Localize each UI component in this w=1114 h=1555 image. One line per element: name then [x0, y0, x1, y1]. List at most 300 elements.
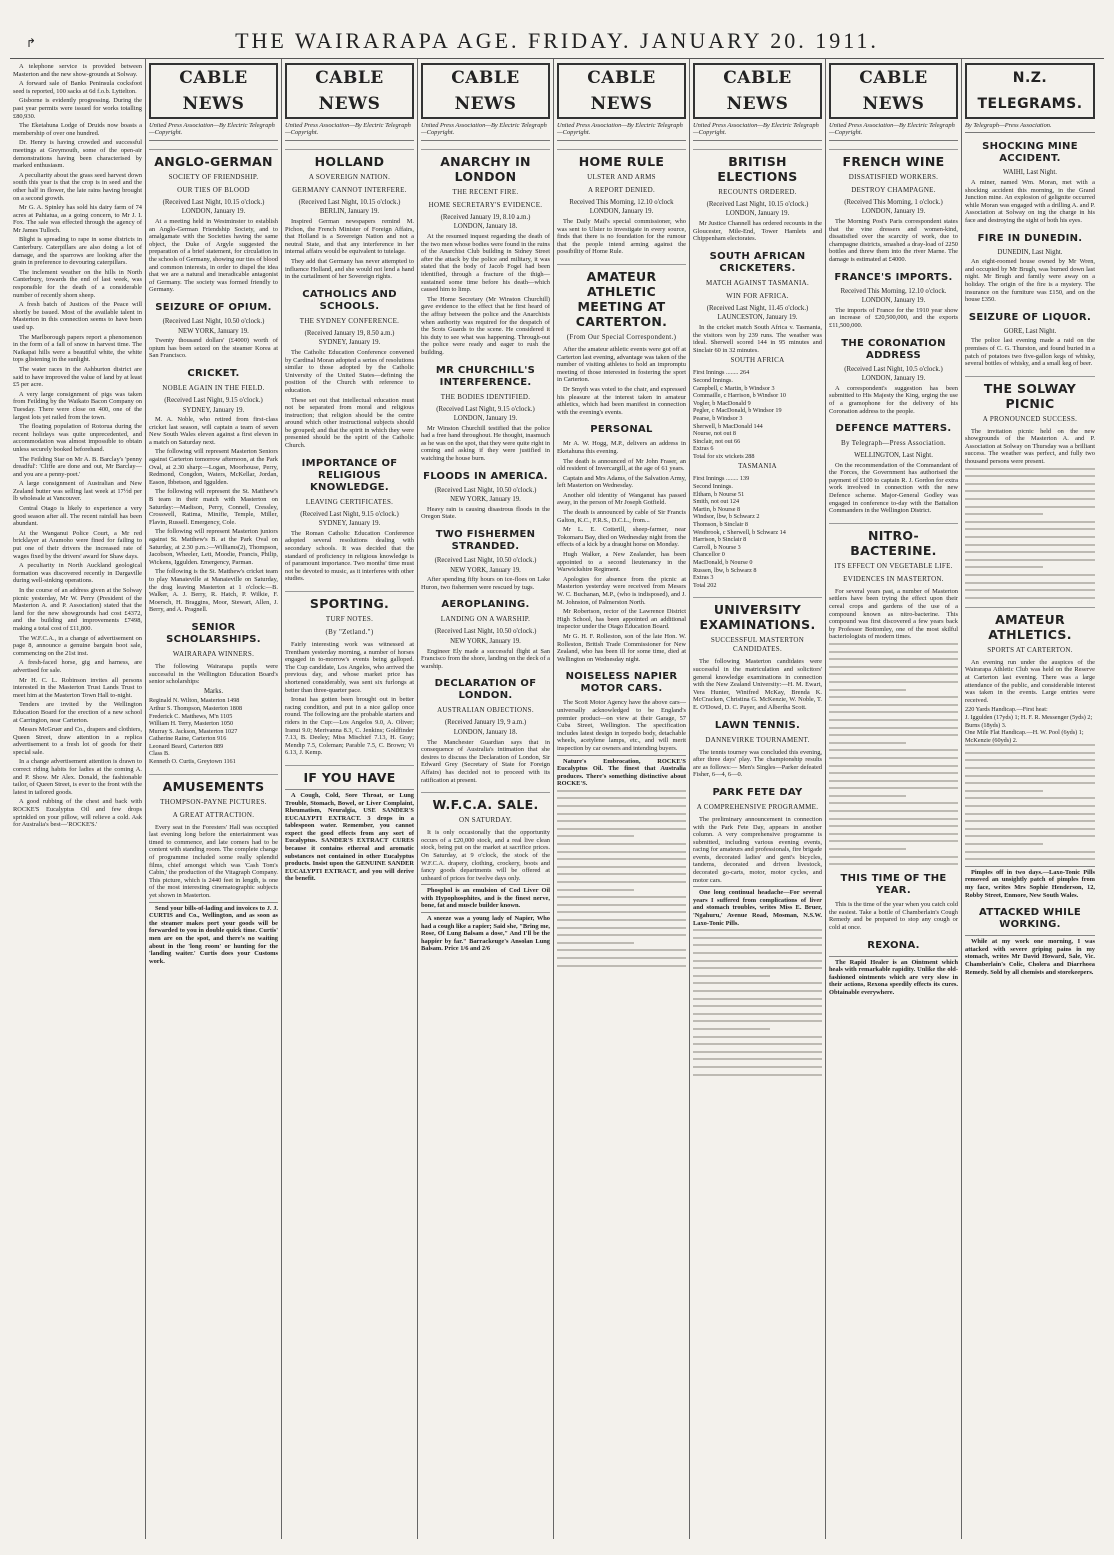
list-item: Class B.: [149, 750, 170, 758]
list-item: Smith, not out 124: [693, 498, 740, 506]
list-item: Catherine Raine, Carterton 916: [149, 735, 227, 743]
local-note: A peculiarity in North Auckland geological formation was discovered recently in Dargaville during well-sinking operations.: [13, 562, 142, 585]
list-item: Extras 6: [693, 445, 714, 453]
article-text: The death is announced by cable of Sir Francis Galton, K.C., F.R.S., D.C.L., from...: [557, 509, 686, 524]
subheading: RECOUNTS ORDERED.: [718, 187, 797, 196]
text-line: [965, 843, 1043, 845]
article-text: The following will represent the St. Matthew's B team in their match with Masterton on Saturday:—Madison, Perry, Connell, Cressley, Crosswell, Ratima, Minifie, Temple, Miller, Flavin, Russell. Emergency, Cole.: [149, 488, 278, 526]
text-line: [557, 873, 686, 875]
article-text: An evening run under the auspices of the Wairarapa Athletic Club was held on the Reserve at Carterton last evening. There was a large attendance of the public, and considerable interest was taken in the events. Large entries were received.: [965, 658, 1095, 704]
headline: IMPORTANCE OF RELIGIOUS KNOWLEDGE.: [301, 457, 398, 493]
list-item: Second Innings.: [693, 483, 733, 491]
list-item: Pearse, b Windsor 3: [693, 414, 743, 422]
headline: CATHOLICS AND SCHOOLS.: [302, 288, 397, 312]
text-line: [965, 544, 1095, 546]
article-text: Mr L. E. Cotterill, sheep-farmer, near Tokomaru Bay, died on Wednesday night from the effects of a kick by a draught horse on Monday.: [557, 526, 686, 549]
headline: REXONA.: [867, 939, 920, 951]
article-text: For several years past, a number of Masterton settlers have been trying the effect upon their cereal crops and gardens of the use of a compound known as nitro-bacterine. This compound was first discovered a few years back by Professor Bottomley, one of the most skilful bacteriologists of modern times.: [829, 587, 958, 641]
text-line: [557, 965, 686, 967]
local-note: A forward sale of Banks Peninsula cocksfoot seed is reported, 100 sacks at 6d f.o.b. Lyttelton.: [13, 80, 142, 95]
text-line: [829, 757, 958, 759]
article-text: Mr Winston Churchill testified that the police had a free hand throughout. He thought, inasmuch as he was on the spot, that they were quite right in coming and asking if they were justified in watching the house burn.: [421, 424, 550, 463]
text-line: [829, 704, 958, 706]
text-line: [965, 589, 1095, 591]
text-line: [829, 825, 958, 827]
text-line: [829, 681, 958, 683]
list-item: Windsor, lbw, b Schwarz 2: [693, 513, 760, 521]
headline: MR CHURCHILL'S INTERFERENCE.: [435, 364, 536, 388]
article-text: Captain and Mrs Adams, of the Salvation Army, left Masterton on Wednesday.: [557, 474, 686, 490]
subheading: TURF NOTES.: [325, 615, 374, 623]
headline: UNIVERSITY EXAMINATIONS.: [693, 597, 822, 632]
text-line: [557, 957, 686, 959]
list-item: Westbrook, c Sherwell, b Schwarz 14: [693, 528, 786, 536]
subheading: By Telegraph—Press Association.: [841, 439, 946, 448]
text-line: [693, 937, 822, 939]
subheading: LEAVING CERTIFICATES.: [305, 497, 394, 506]
headline: FRANCE'S IMPORTS.: [834, 271, 953, 283]
article-text: On the recommendation of the Commandant of the Forces, the Government has authorised the payment of £100 to captain R. J. Gordon for extra work involved in connection with the new Defence scheme. Major-General Godley was engaged in conference to-day with the Battalion Commanders in the Wellington District.: [829, 461, 958, 515]
masthead: [10, 6, 1104, 59]
advertisement: While at my work one morning, I was attacked with severe griping pains in my stomach, writes Mr David Howard, Sale, Vic. Chamberlain's Colic, Cholera and Diarrhoea Remedy. Sold by all chemists and storekeepers.: [965, 935, 1095, 976]
article-text: Twenty thousand dollars' (£4000) worth of opium has been seized on the steamer Korea at San Francisco.: [149, 337, 278, 360]
received-line: Received This Morning, 12.10 o'clock.: [840, 287, 947, 295]
list-item: Commaille, c Harrison, b Windsor 10: [693, 392, 786, 400]
text-line: [693, 982, 822, 984]
text-line: [829, 689, 906, 691]
text-line: [965, 775, 1095, 777]
article-text: Fairly interesting work was witnessed at Trentham yesterday morning, a number of horses engaged in to-morrow's events being galloped. The Cup candidate, Los Angelos, who arrived the previous day, and whose market price has shortened considerably, was sent six furlongs at better than three-quarter pace.: [285, 641, 414, 694]
article-text: After the amateur athletic events were got off at Carterton last evening, advantage was taken of the number of visiting athletes to hold an impromptu meeting of those interested in fostering the sport in Carterton.: [557, 345, 686, 384]
text-line: [693, 952, 822, 954]
text-line: [829, 765, 958, 767]
local-note: The W.F.C.A., in a change of advertisement on page 8, announce a genuine bargain boot sale, commencing on the 21st inst.: [13, 634, 142, 657]
text-line: [829, 833, 958, 835]
local-note: Messrs McGruer and Co., drapers and clothiers, Queen Street, draw attention in a replica advertisement to a fresh lot of goods for their special sale.: [13, 726, 142, 756]
article-text: The imports of France for the 1910 year show an increase of £20,500,000, and the exports £11,500,000.: [829, 306, 958, 329]
text-line: [829, 802, 958, 804]
local-note: In the course of an address given at the Solway picnic yesterday, Mr W. Perry (President of the Masterton A. and P. Association) stated that the land for the new showgrounds had cost £4372, and the building and improvements £7498, making a total cost of £11,800.: [13, 587, 142, 632]
corner-mark: ↱: [26, 36, 40, 50]
text-lines: [693, 929, 822, 1075]
headline: IF YOU HAVE: [285, 765, 414, 785]
kicker: A REPORT DENIED.: [587, 185, 656, 194]
text-line: [965, 805, 1095, 807]
list-item: Martin, b Nourse 8: [693, 505, 741, 513]
text-line: [829, 666, 958, 668]
list-item: Leonard Beard, Carterton 889: [149, 742, 224, 750]
received-line: (Received Last Night, 11.45 o'clock.): [706, 304, 809, 312]
text-line: [829, 863, 958, 865]
subheading: (From Our Special Correspondent.): [566, 332, 677, 341]
text-line: [557, 881, 686, 883]
text-line: [557, 911, 686, 913]
text-line: [965, 536, 1095, 538]
text-line: [965, 551, 1095, 553]
advertisement: Send your bills-of-lading and invoices to J. J. CURTIS and Co., Wellington, and as soon as the steamer makes port your goods will be forwarded to you in double quick time. Curtis' men are on the spot, and there's no waiting about in the 'long room' or hunting for the 'landing waiter.' Curtis does your Customs work.: [149, 902, 278, 966]
dateline: SYDNEY, January 19.: [182, 406, 245, 414]
cable-news-banner: CABLE NEWS: [693, 63, 822, 119]
kicker: GERMANY CANNOT INTERFERE.: [292, 185, 407, 194]
text-line: [693, 1036, 822, 1038]
subheading: MATCH AGAINST TASMANIA.: [705, 278, 810, 287]
headline: HOLLAND: [285, 149, 414, 169]
text-line: [965, 582, 1095, 584]
text-line: [965, 767, 1095, 769]
text-line: [965, 797, 1095, 799]
dateline: WELLINGTON, Last Night.: [854, 452, 933, 460]
article-text: Mr Robertson, rector of the Lawrence District High School, has been appointed an additional inspector under the Otago Education Board.: [557, 608, 686, 631]
kicker: DESTROY CHAMPAGNE.: [851, 185, 936, 194]
cable-news-banner: CABLE NEWS: [149, 63, 278, 119]
local-note: A peculiarity about the grass seed harvest down south this year is that the crop is in seed and the other half in flower, the late rains having brought on a second growth.: [13, 171, 142, 202]
received-line: (Received Last Night, 10.50 o'clock.): [162, 317, 265, 325]
text-line: [693, 1066, 822, 1068]
list-item: J. Iggulden (17yds) 1; H. F. R. Messenger (5yds) 2; Burns (18yds) 3.: [965, 713, 1093, 729]
columns: [10, 59, 1104, 1539]
advertisement: Nature's Embrocation, ROCKE'S Eucalyptus Oil. The finest that Australia produces. There's something distinctive about ROCKE'S.: [557, 755, 686, 788]
text-line: [557, 858, 686, 860]
text-line: [557, 835, 634, 837]
text-line: [829, 711, 958, 713]
local-note: The Marlborough papers report a phenomenon in the form of a fall of snow in harvest time. The Naikapai hills were a beautiful white, the white tops glistening in the sunlight.: [13, 333, 142, 364]
received-line: (Received Last Night, 10.15 o'clock.): [298, 198, 401, 206]
subheading: A PRONOUNCED SUCCESS.: [982, 414, 1078, 423]
dateline: NEW YORK, January 19.: [450, 638, 521, 645]
subheading: SOCIETY OF FRIENDSHIP.: [168, 172, 259, 181]
article-text: The Roman Catholic Education Conference adopted several resolutions dealing with secondary schools. It was decided that the standard of proficiency in religious knowledge is of paramount importance. Two months' time must not be devoted to music, as it interferes with other studies.: [285, 529, 414, 583]
list-item: Thomson, b Sinclair 8: [693, 521, 748, 529]
assoc-line: United Press Association—By Electric Telegraph—Copyright.: [693, 122, 822, 141]
advertisement: Pimples off in two days.—Laxo-Tonic Pills removed an unsightly patch of pimples from my face, writes Mrs Sophie Henderson, 12, Robby Street, Enmore, New South Wales.: [965, 866, 1095, 899]
text-line: [829, 719, 958, 721]
local-note: Central Otago is likely to experience a very good season after all. The recent rainfall has been abundant.: [13, 505, 142, 528]
text-line: [557, 813, 686, 815]
local-note: At the Wanganui Police Court, a Mr red bricklayer at Aramoho were fined for failing to put one of their drivers the increased rate of wages fixed by the drivers' award for Shaw days.: [13, 529, 142, 560]
kicker: EVIDENCES IN MASTERTON.: [843, 574, 944, 583]
text-line: [965, 820, 1095, 822]
article-text: They add that Germany has never attempted to influence Holland, and she would not lend a hand in the curtailment of her Sovereign rights.: [285, 257, 414, 281]
text-line: [965, 566, 1043, 568]
text-line: [557, 934, 686, 936]
article-text: A miner, named Wm. Moran, met with a shocking accident this morning, in the Grand Junction mine. An explosion of gelignite occurred while Moran was engaged with a drilling A. and P. Association at Solway on ing the charge in his face and destroying the sight of both his eyes.: [965, 179, 1095, 224]
subheading: NOBLE AGAIN IN THE FIELD.: [162, 383, 265, 392]
list-item: Second Innings.: [693, 376, 733, 384]
text-line: [965, 521, 1095, 523]
list-item: Total 202: [693, 581, 717, 589]
subheading: THOMPSON-PAYNE PICTURES.: [160, 797, 267, 806]
list-item: Nourse, not out 8: [693, 430, 736, 438]
scorecard: [693, 369, 822, 460]
kicker: WIN FOR AFRICA.: [726, 291, 789, 300]
article-text: Apologies for absence from the picnic at Masterton yesterday were received from Messrs W. C. Buchanan, M.P., (who is indisposed), and J. M. Johnston, of Palmerston North.: [557, 575, 686, 606]
text-line: [557, 904, 686, 906]
article-text: In the cricket match South Africa v. Tasmania, the visitors won by 239 runs. The weather was ideal. Sherwell scored 144 in 95 minutes and Sinclair 60 in 32 minutes.: [693, 323, 822, 354]
local-note: A fresh-faced horse, gig and harness, are advertised for sale.: [13, 659, 142, 674]
subheading: DANNEVIRKE TOURNAMENT.: [705, 735, 810, 744]
local-note: In a change advertisement attention is drawn to correct riding habits for ladies at the coming A. and P. Show. Mr Alex. Donald, the fashionable tailor, of Queen Street, is ever to the front with the latest in tailored goods.: [13, 758, 142, 796]
headline: CRICKET.: [187, 367, 240, 379]
local-note: A telephone service is provided between Masterton and the new show-grounds at Solway.: [13, 63, 142, 78]
headline: NITRO-BACTERINE.: [829, 523, 958, 558]
column-cable-news-6: [826, 59, 962, 1539]
article-text: The following Masterton candidates were successful in the matriculation and solicitors' general knowledge examinations in connection with the New Zealand University:—H. M. Ewart, Vera Hunter, Winifred McKay, Brenda K. McCracken, Christina G. McKenzie, W. Noble, T. E. O'Dowd, D. C. Payer, and Albertha Scott.: [693, 658, 822, 711]
text-line: [829, 810, 958, 812]
text-line: [965, 828, 1095, 830]
article-text: Another old identity of Wanganui has passed away, in the person of Mr Joseph Gotfield.: [557, 491, 686, 507]
article-text: Dr Smyth was voted to the chair, and expressed his pleasure at the interest taken in amateur athletics, which had been manifest in connection with the evening's events.: [557, 385, 686, 416]
text-line: [557, 805, 686, 807]
article-text: The police last evening made a raid on the premises of C. G. Thurston, and found buried in a patch of potatoes two five-gallon kegs of whisky, several bottles of whisky, and a small keg of beer.: [965, 337, 1095, 368]
text-lines: [829, 643, 958, 865]
headline: AMATEUR ATHLETIC MEETING AT CARTERTON.: [557, 264, 686, 329]
text-line: [557, 889, 634, 891]
text-line: [693, 967, 822, 969]
subheading: SUCCESSFUL MASTERTON CANDIDATES.: [710, 636, 805, 654]
text-line: [829, 643, 958, 645]
text-line: [829, 658, 958, 660]
subheading: SPORTS AT CARTERTON.: [987, 645, 1073, 654]
headline: AMATEUR ATHLETICS.: [965, 607, 1095, 642]
list-item: Total for six wickets 288: [693, 452, 755, 460]
dateline: SYDNEY, January 19.: [318, 520, 381, 528]
received-line: (Received January 19, 9 a.m.): [444, 719, 527, 727]
local-note: Gisborne is evidently progressing. During the past year permits were issued for works totalling £80,930.: [13, 97, 142, 120]
dateline: LONDON, January 18.: [453, 223, 518, 231]
local-note: Mr G. A. Spinley has sold his dairy farm of 74 acres at Pahiatua, as a going concern, to Mr J. I. Fox. The sale was effected through the agency of Mr James Tulloch.: [13, 204, 142, 234]
text-line: [557, 942, 634, 944]
article-text: M. A. Noble, who retired from first-class cricket last season, will captain a team of seven New South Wales eleven against a first eleven in a match on Saturday next.: [149, 416, 278, 446]
subheading: ITS EFFECT ON VEGETABLE LIFE.: [834, 561, 953, 570]
marks-header: Marks.: [203, 687, 224, 695]
dateline: LONDON, January 19.: [589, 208, 654, 216]
column-local-notes: [10, 59, 146, 1539]
list-item: Campbell, c Martin, b Windsor 3: [693, 384, 775, 392]
list-item: Chancellor 0: [693, 551, 725, 559]
text-line: [829, 651, 958, 653]
list-item: Frederick C. Matthews, M'n 1105: [149, 712, 233, 720]
article-text: Mr Justice Channell has ordered recounts in the Gloucester, Mile-End, Tower Hamlets and Chippenham electorates.: [693, 220, 822, 243]
headline: DECLARATION OF LONDON.: [434, 678, 537, 702]
text-line: [693, 975, 770, 977]
text-line: [965, 490, 1095, 492]
text-line: [693, 1005, 822, 1007]
subheading: ULSTER AND ARMS: [587, 172, 656, 181]
article-text: These set out that intellectual education must not be separated from moral and religious instruction; that religion should be the centre around which other instructional subjects should be grouped; and that the spirit in which they were presented should be the spirit of the Catholic Church.: [285, 396, 414, 450]
text-line: [557, 866, 686, 868]
headline: ANARCHY IN LONDON: [421, 149, 550, 184]
masthead-title: THE WAIRARAPA AGE. FRIDAY. JANUARY 20. 1911.: [235, 28, 879, 53]
headline: FLOODS IN AMERICA.: [423, 470, 548, 482]
headline: DEFENCE MATTERS.: [835, 423, 952, 435]
text-line: [965, 597, 1095, 599]
text-line: [557, 896, 686, 898]
text-line: [557, 790, 686, 792]
local-note: A fresh batch of Justices of the Peace will shortly be issued. Most of the available talent in Masterton in this connection seems to have been used up.: [13, 301, 142, 331]
text-lines: [557, 790, 686, 967]
headline: THE CORONATION ADDRESS: [841, 337, 946, 361]
headline: AEROPLANING.: [441, 599, 530, 611]
text-line: [693, 1051, 822, 1053]
received-line: Received This Morning, 12.10 o'clock: [569, 198, 674, 206]
list-item: 220 Yards Handicap.—First heat:: [965, 706, 1048, 714]
text-line: [693, 1020, 822, 1022]
kicker: HOME SECRETARY'S EVIDENCE.: [428, 200, 543, 209]
results-list: [965, 706, 1095, 744]
article-text: The Manchester Guardian says that in consequence of Australia's intimation that she desires to discuss the Declaration of London, Sir Edward Grey (Secretary of State for Foreign Affairs) has decided not to proceed with its ratification at present.: [421, 738, 550, 784]
headline: SHOCKING MINE ACCIDENT.: [982, 141, 1078, 165]
article-text: The invitation picnic held on the new showgrounds of the Masterton A. and P. Association at Solway on Thursday was a brilliant success. The weather was perfect, and fully two thousand persons were present.: [965, 427, 1095, 466]
column-cable-news-2: [282, 59, 418, 1539]
received-line: (Received This Morning, 1 o'clock.): [844, 198, 943, 206]
text-line: [965, 498, 1095, 500]
local-note: Blight is spreading to rape in some districts in Canterbury. Caterpillars are also doing a lot of damage, and the sparrows are looking after the grain in preference to devouring caterpillars.: [13, 236, 142, 267]
article-text: The Daily Mail's special commissioner, who was sent to Ulster to investigate in every source, finds that there is no foundation for the rumour that the people intend arming against the possibility of Home Rule.: [557, 218, 686, 256]
local-note: A good rubbing of the chest and back with ROCKE'S Eucalyptus Oil and few drops sprinkled on your pillow, will relieve a cold. Ask for Australia's best—'ROCKE'S.': [13, 798, 142, 829]
text-line: [829, 818, 958, 820]
article-text: Mr A. W. Hogg, M.P., delivers an address in Eketahuna this evening.: [557, 440, 686, 455]
text-line: [965, 851, 1095, 853]
list-item: Reginald N. Wilton, Masterton 1498: [149, 697, 240, 705]
article-text: The Home Secretary (Mr Winston Churchill) gave evidence to the effect that he first heard of the affray between the police and the Anarchists when authority was required for the despatch of the Scots Guards to the scene. He considered it his duty to see what was happening. Through-out the police were ready and eager to rush the building.: [421, 295, 550, 356]
text-line: [965, 813, 1095, 815]
scorecard: [693, 475, 822, 589]
column-cable-news-5: [690, 59, 826, 1539]
headline: AMUSEMENTS: [149, 774, 278, 794]
text-line: [693, 1058, 822, 1060]
list-item: Eltham, b Nourse 51: [693, 490, 745, 498]
list-item: Vogler, b MacDonald 9: [693, 399, 751, 407]
dateline: LONDON, January 19.: [861, 297, 926, 305]
article-text: Inspired German newspapers remind M. Pichon, the French Minister of Foreign Affairs, that Holland is a Sovereign Nation and not a neutral State, and that any interference in her internal affairs would be equivalent to tutelage.: [285, 218, 414, 256]
nz-telegrams-banner: N.Z. TELEGRAMS.: [965, 63, 1095, 119]
list-item: Murray S. Jackson, Masterton 1027: [149, 727, 238, 735]
article-text: The death is announced of Mr John Fraser, an old resident of Invercargill, at the age of 61 years.: [557, 457, 686, 473]
local-note: The floating population of Rotorua during the recent holidays was quite unprecedented, and accommodation was almost impossible to obtain unless securely booked beforehand.: [13, 423, 142, 453]
article-text: The Morning Post's Paris correspondent states that the vine dressers and women-kind, dissatisfied over the scarcity of work, due to champagne districts, smashed a dray-load of 2250 bottles and threw them into the river Marne. The damage is estimated at £4000.: [829, 218, 958, 263]
text-line: [829, 856, 958, 858]
list-item: Harrison, b Sinclair 8: [693, 536, 747, 544]
text-line: [965, 559, 1095, 561]
text-line: [829, 772, 958, 774]
list-item: Arthur S. Thompson, Masterton 1808: [149, 704, 243, 712]
local-note: The inclement weather on the hills in North Canterbury, towards the end of last week, was responsible for the death of a considerable number of recently shorn sheep.: [13, 268, 142, 299]
dateline: LONDON, January 19.: [861, 375, 926, 383]
text-line: [829, 727, 958, 729]
received-line: (Received Last Night, 10.50 o'clock.): [434, 628, 537, 636]
text-line: [693, 929, 822, 931]
text-line: [829, 673, 958, 675]
text-line: [829, 795, 906, 797]
assoc-line: United Press Association—By Electric Telegraph—Copyright.: [421, 122, 550, 141]
text-line: [693, 960, 822, 962]
received-line: (Received Last Night, 10.15 o'clock.): [706, 200, 809, 208]
text-line: [965, 468, 1095, 470]
headline: W.F.C.A. SALE.: [421, 792, 550, 812]
headline: SENIOR SCHOLARSHIPS.: [166, 621, 261, 645]
text-line: [965, 475, 1095, 477]
article-text: Every seat in the Foresters' Hall was occupied last evening long before the entertainment was timed to commence, and late comers had to be content with standing room. The complete change of programme included some really splendid films, chief amongst which was 'Cash Tom's Cabin,' the production of the Vitagraph Company. This picture, which is 2440 feet in length, is one of the most interesting cinematographic subjects yet shown in Masterton.: [149, 823, 278, 899]
dateline: LONDON, January 19.: [181, 208, 246, 216]
text-line: [693, 1028, 770, 1030]
article-text: It is only occasionally that the opportunity occurs of a £20,000 stock, and a real live clean stock, being put on the market at sacrifice prices. On Saturday, at 9 o'clock, the stock of the W.F.C.A. drapery, clothing, crockery, boots and fancy goods departments will be offered at unheard of prices for twelve days only.: [421, 829, 550, 882]
article-text: Engineer Ely made a successful flight at San Francisco from the shore, landing on the deck of a warship.: [421, 647, 550, 670]
local-note: Dr. Henry is having crowded and successful meetings at Greymouth, some of the open-air demonstrations having been characterised by marked enthusiasm.: [13, 139, 142, 170]
text-line: [965, 782, 1095, 784]
advertisement: A sneeze was a young lady of Napier, Who had a cough like a rapier; Said she, "Bring me, Rose, Of Lung Balsam a dose," And I'll be the happier by far." Barrackeuge's Ansolan Lung Balsam. Price 1/6 and 2/6: [421, 912, 550, 953]
local-note: A very large consignment of pigs was taken from Feilding by the Waikato Bacon Company on Tuesday. There were close on 400, one of the largest lots yet railed from the town.: [13, 390, 142, 421]
article-text: The Scott Motor Agency have the above cars—universally acknowledged to be England's premier product—on view at their Garage, 57 Cuba Street, Wellington. The specification includes latest design in torpedo body, detachable wheels, acetylene lamps, etc., and will merit inspection by car owners and intending buyers.: [557, 699, 686, 752]
cable-news-banner: CABLE NEWS: [285, 63, 414, 119]
article-text: The preliminary announcement in connection with the Park Fete Day, appears in another column. A very comprehensive programme is submitted, including various evening events, racing for amateurs and professionals, fire brigade events, decorated ladies' and gent's bicycles, tandems, decorated and driven livestock, decorated go-carts, motor, motor cycles, and motor cars.: [693, 815, 822, 884]
local-note: The Eketahuna Lodge of Druids now boasts a membership of over one hundred.: [13, 122, 142, 137]
subheading: AUSTRALIAN OBJECTIONS.: [437, 706, 534, 715]
subheading: THE SYDNEY CONFERENCE.: [299, 316, 400, 325]
received-line: (Received Last Night, 10.50 o'clock.): [434, 486, 537, 494]
local-note: Tenders are invited by the Wellington Education Board for the erection of a new school at Carrington, near Carterton.: [13, 701, 142, 724]
list-item: Pegler, c MacDonald, b Windsor 19: [693, 407, 782, 415]
headline: ATTACKED WHILE WORKING.: [978, 907, 1082, 931]
text-line: [693, 990, 822, 992]
list-item: Kenneth O. Curtis, Greytown 1161: [149, 758, 236, 766]
headline: SOUTH AFRICAN CRICKETERS.: [709, 250, 806, 274]
dateline: NEW YORK, January 19.: [178, 327, 249, 335]
cable-news-banner: CABLE NEWS: [557, 63, 686, 119]
headline: HOME RULE: [557, 149, 686, 169]
dateline: NEW YORK, January 19.: [450, 566, 521, 574]
received-line: (Received January 19, 8.10 a.m.): [440, 213, 531, 221]
text-line: [829, 848, 906, 850]
subheading: THE RECENT FIRE.: [452, 187, 519, 196]
text-line: [693, 944, 822, 946]
subheading: LANDING ON A WARSHIP.: [440, 615, 531, 624]
advertisement: Phosphol is an emulsion of Cod Liver Oil with Hypophosphites, and is the finest nerve, bone, fat and muscle builder known.: [421, 884, 550, 910]
headline: TWO FISHERMEN STRANDED.: [435, 529, 536, 553]
kicker: A GREAT ATTRACTION.: [172, 810, 255, 819]
local-note: The Feilding Star on Mr A. B. Barclay's 'penny dreadful': 'Cliffe are done and out, Mr Barclay—and you are a penny-poet.': [13, 455, 142, 478]
local-note: The water races in the Ashburton district are said to have improved the value of land by at least £5 per acre.: [13, 365, 142, 389]
subheading: THE BODIES IDENTIFIED.: [440, 392, 531, 401]
list-item: William H. Terry, Masterton 1050: [149, 720, 234, 728]
headline: LAWN TENNIS.: [714, 719, 801, 731]
list-item: Carroll, b Nourse 3: [693, 543, 741, 551]
scorecard-title: SOUTH AFRICA: [730, 356, 785, 365]
list-item: Sinclair, not out 66: [693, 437, 741, 445]
text-line: [557, 797, 686, 799]
dateline: NEW YORK, January 19.: [450, 496, 521, 504]
dateline: WAIHI, Last Night.: [1003, 169, 1057, 177]
headline: PERSONAL: [590, 424, 653, 436]
local-note: Mr H. C. L. Robinson invites all persons interested in the Masterton Trust Lands Trust to meet him at the Masterton Town Hall to-night.: [13, 676, 142, 699]
text-line: [965, 790, 1043, 792]
article-text: A correspondent's suggestion has been submitted to His Majesty the King, urging the use of a gramophone for the delivery of his Coronation address to the people.: [829, 384, 958, 415]
cable-news-banner: CABLE NEWS: [829, 63, 958, 119]
article-text: At a meeting held in Westminster to establish an Anglo-German Friendship Society, and to amalgamate with the Societies having the same object, the Duke of Argyle suggested the preparation of a brief statement, for circulation in the schools of Germany, showing our ties of blood and common interests, in order to dispel the idea that we are a natural and ineradicable antagonist of Germany. The society was formed friendly to Germany.: [149, 218, 278, 294]
subheading: A SOVEREIGN NATION.: [308, 172, 391, 181]
dateline: LONDON, January 19.: [861, 208, 926, 216]
text-line: [693, 1074, 822, 1076]
headline: BRITISH ELECTIONS: [693, 149, 822, 184]
headline: SEIZURE OF OPIUM.: [155, 301, 272, 313]
text-line: [693, 1013, 822, 1015]
list-item: Russen, lbw, b Schwarz 8: [693, 566, 757, 574]
text-line: [965, 528, 1095, 530]
article-text: Hugh Walker, a New Zealander, has been appointed to a second lieutenancy in the Warwickshire Regiment.: [557, 551, 686, 574]
dateline: LONDON, January 18.: [453, 728, 518, 736]
received-line: (Received Last Night, 10.50 o'clock.): [434, 557, 537, 565]
list-item: First Innings ........ 139: [693, 475, 750, 483]
headline: THE SOLWAY PICNIC: [965, 376, 1095, 411]
